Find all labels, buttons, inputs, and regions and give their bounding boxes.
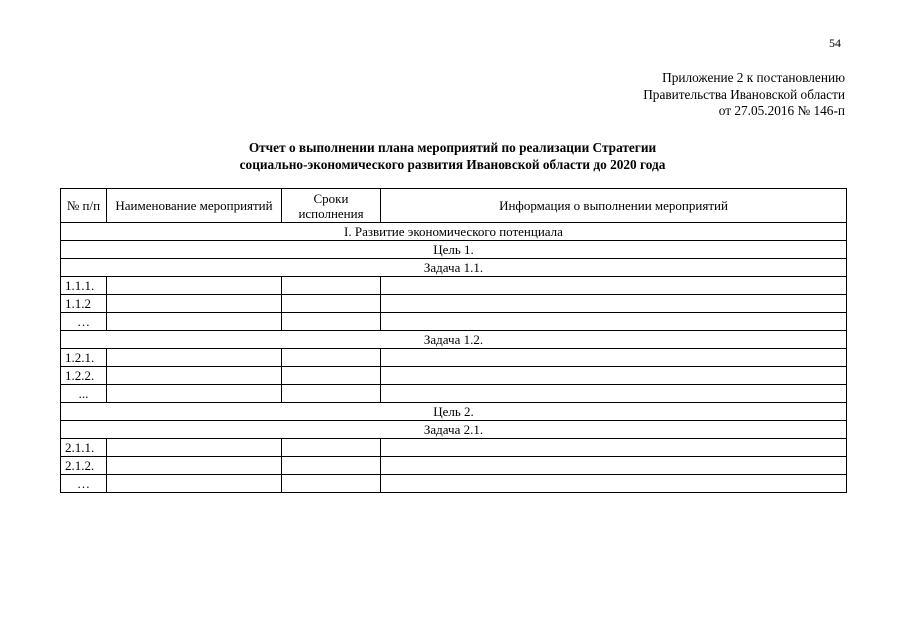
- terms-cell: [282, 277, 381, 295]
- name-cell: [107, 475, 282, 493]
- terms-cell: [282, 439, 381, 457]
- row-number: …: [61, 475, 107, 493]
- row-number: 1.2.1.: [61, 349, 107, 367]
- header-terms: Сроки исполнения: [282, 189, 381, 223]
- info-cell: [381, 475, 847, 493]
- name-cell: [107, 295, 282, 313]
- task-row: [61, 259, 847, 277]
- row-number: 2.1.2.: [61, 457, 107, 475]
- table-row: [61, 367, 847, 385]
- goal-2-title: Цель 2.: [61, 403, 847, 421]
- terms-cell: [282, 457, 381, 475]
- task-row: [61, 421, 847, 439]
- section-title: I. Развитие экономического потенциала: [61, 223, 847, 241]
- row-number: 2.1.1.: [61, 439, 107, 457]
- table-row: [61, 385, 847, 403]
- row-number: …: [61, 313, 107, 331]
- table-row: [61, 313, 847, 331]
- task-row: [61, 331, 847, 349]
- header-num: № п/п: [61, 189, 107, 223]
- document-title: [0, 140, 905, 173]
- info-cell: [381, 277, 847, 295]
- info-cell: [381, 439, 847, 457]
- info-cell: [381, 313, 847, 331]
- name-cell: [107, 385, 282, 403]
- title-line-1: Отчет о выполнении плана мероприятий по реализации Стратегии: [248, 140, 657, 155]
- info-cell: [381, 457, 847, 475]
- name-cell: [107, 367, 282, 385]
- appendix-note: [643, 70, 845, 120]
- table-row: [61, 457, 847, 475]
- appendix-line-3: от 27.05.2016 № 146-п: [718, 103, 845, 118]
- header-name: Наименование мероприятий: [107, 189, 282, 223]
- goal-row: [61, 403, 847, 421]
- report-table: [60, 188, 847, 493]
- row-number: 1.1.1.: [61, 277, 107, 295]
- name-cell: [107, 439, 282, 457]
- name-cell: [107, 313, 282, 331]
- info-cell: [381, 295, 847, 313]
- table-row: [61, 439, 847, 457]
- table-row: [61, 475, 847, 493]
- terms-cell: [282, 295, 381, 313]
- terms-cell: [282, 349, 381, 367]
- table-row: [61, 295, 847, 313]
- row-number: 1.2.2.: [61, 367, 107, 385]
- info-cell: [381, 349, 847, 367]
- title-line-2: социально-экономического развития Ивановской области до 2020 года: [239, 156, 666, 172]
- info-cell: [381, 367, 847, 385]
- terms-cell: [282, 313, 381, 331]
- row-number: ...: [61, 385, 107, 403]
- header-info: Информация о выполнении мероприятий: [381, 189, 847, 223]
- section-row: [61, 223, 847, 241]
- task-2-1-title: Задача 2.1.: [61, 421, 847, 439]
- goal-1-title: Цель 1.: [61, 241, 847, 259]
- table-row: [61, 277, 847, 295]
- task-1-2-title: Задача 1.2.: [61, 331, 847, 349]
- table-row: [61, 349, 847, 367]
- task-1-1-title: Задача 1.1.: [61, 259, 847, 277]
- info-cell: [381, 385, 847, 403]
- appendix-line-1: Приложение 2 к постановлению: [662, 70, 845, 85]
- terms-cell: [282, 475, 381, 493]
- name-cell: [107, 349, 282, 367]
- terms-cell: [282, 367, 381, 385]
- name-cell: [107, 277, 282, 295]
- row-number: 1.1.2: [61, 295, 107, 313]
- page-number: 54: [829, 36, 841, 50]
- goal-row: [61, 241, 847, 259]
- appendix-line-2: Правительства Ивановской области: [643, 86, 845, 102]
- terms-cell: [282, 385, 381, 403]
- name-cell: [107, 457, 282, 475]
- table-header-row: [61, 189, 847, 223]
